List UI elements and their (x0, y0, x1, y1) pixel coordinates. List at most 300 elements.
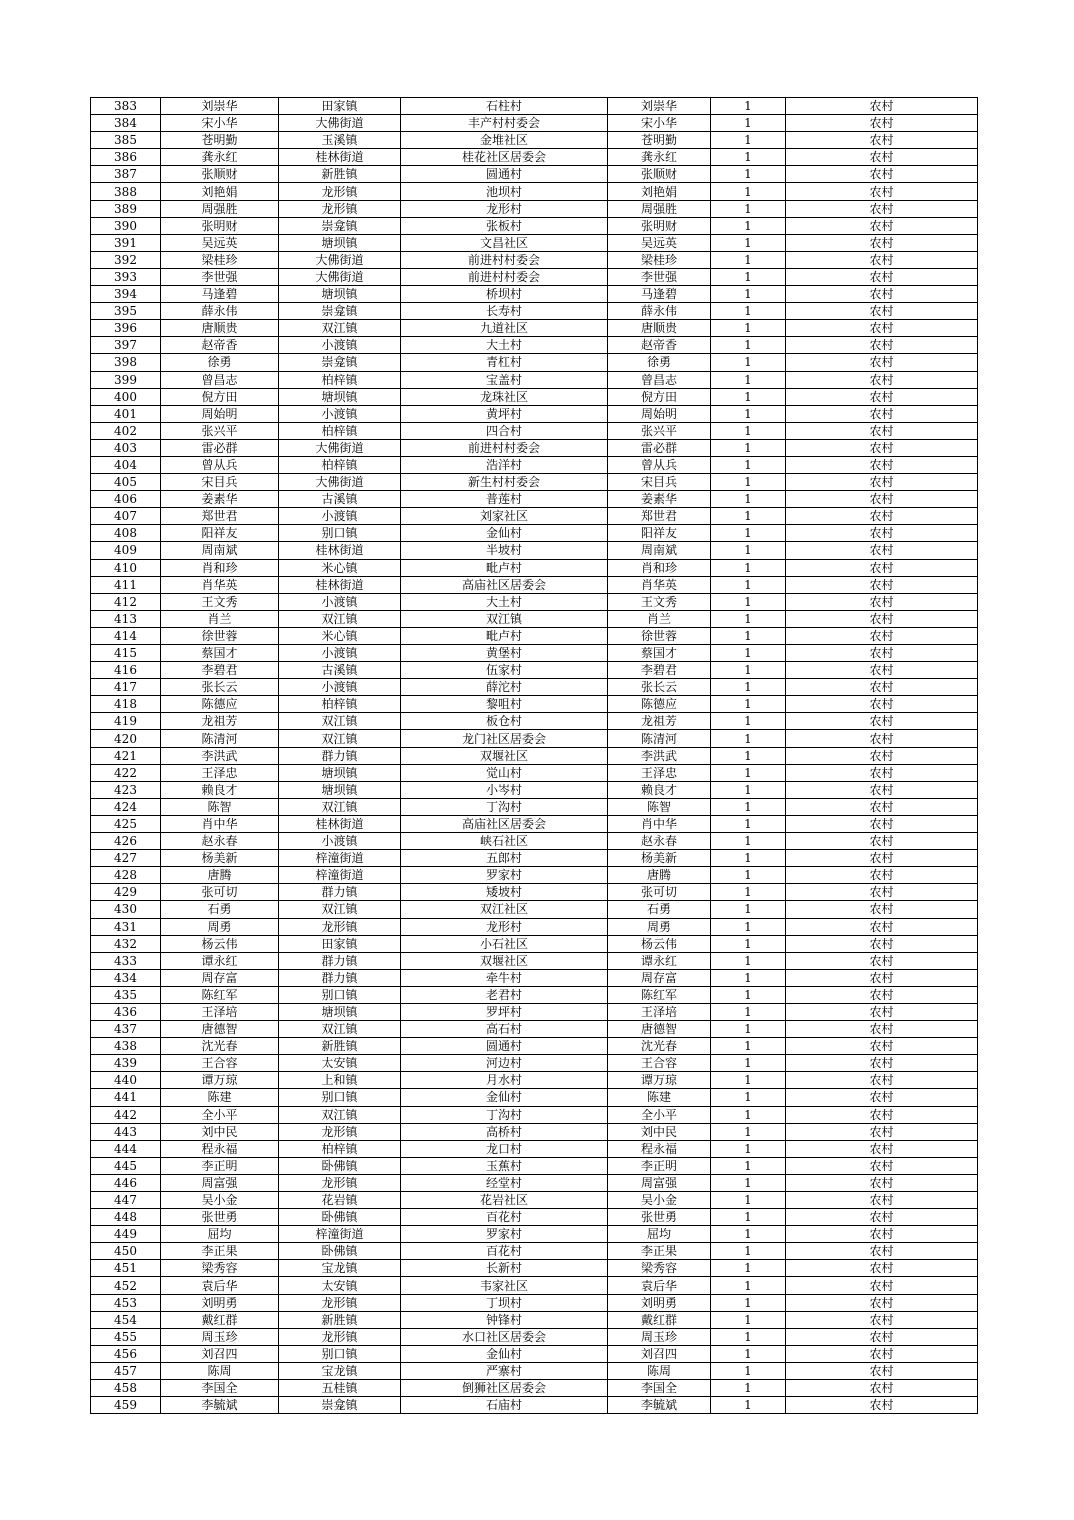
table-row (91, 1362, 978, 1379)
count-cell: 1 (711, 388, 786, 405)
count-cell: 1 (711, 149, 786, 166)
table-row (91, 713, 978, 730)
category-cell: 农村 (786, 1362, 978, 1379)
table-row (91, 696, 978, 713)
table-row (91, 1003, 978, 1020)
row-number-cell: 437 (91, 1021, 161, 1038)
count-cell: 1 (711, 1311, 786, 1328)
village-cell: 伍家村 (401, 662, 608, 679)
village-cell: 毗卢村 (401, 627, 608, 644)
row-number-cell: 427 (91, 850, 161, 867)
table-row (91, 337, 978, 354)
category-cell: 农村 (786, 901, 978, 918)
count-cell: 1 (711, 542, 786, 559)
table-row (91, 508, 978, 525)
row-number-cell: 386 (91, 149, 161, 166)
village-cell: 青杠村 (401, 354, 608, 371)
recipient-cell: 梁桂珍 (608, 251, 711, 268)
row-number-cell: 450 (91, 1243, 161, 1260)
table-row (91, 559, 978, 576)
count-cell: 1 (711, 1089, 786, 1106)
town-cell: 柏梓镇 (279, 371, 401, 388)
name-cell: 张明财 (161, 217, 279, 234)
recipient-cell: 王泽培 (608, 1003, 711, 1020)
name-cell: 陈清河 (161, 730, 279, 747)
table-row (91, 1277, 978, 1294)
row-number-cell: 417 (91, 679, 161, 696)
row-number-cell: 440 (91, 1072, 161, 1089)
town-cell: 崇龛镇 (279, 303, 401, 320)
row-number-cell: 400 (91, 388, 161, 405)
category-cell: 农村 (786, 918, 978, 935)
count-cell: 1 (711, 183, 786, 200)
name-cell: 宋小华 (161, 115, 279, 132)
table-row (91, 217, 978, 234)
row-number-cell: 411 (91, 576, 161, 593)
village-cell: 双江镇 (401, 610, 608, 627)
name-cell: 张可切 (161, 884, 279, 901)
count-cell: 1 (711, 1294, 786, 1311)
count-cell: 1 (711, 1106, 786, 1123)
table-row (91, 867, 978, 884)
recipient-cell: 唐腾 (608, 867, 711, 884)
town-cell: 大佛街道 (279, 115, 401, 132)
count-cell: 1 (711, 884, 786, 901)
town-cell: 古溪镇 (279, 662, 401, 679)
row-number-cell: 433 (91, 952, 161, 969)
row-number-cell: 441 (91, 1089, 161, 1106)
name-cell: 陈周 (161, 1362, 279, 1379)
category-cell: 农村 (786, 1157, 978, 1174)
town-cell: 大佛街道 (279, 474, 401, 491)
village-cell: 百花村 (401, 1243, 608, 1260)
name-cell: 王合容 (161, 1055, 279, 1072)
town-cell: 龙形镇 (279, 200, 401, 217)
category-cell: 农村 (786, 969, 978, 986)
table-row (91, 149, 978, 166)
category-cell: 农村 (786, 559, 978, 576)
count-cell: 1 (711, 1209, 786, 1226)
count-cell: 1 (711, 627, 786, 644)
row-number-cell: 409 (91, 542, 161, 559)
village-cell: 韦家社区 (401, 1277, 608, 1294)
town-cell: 桂林街道 (279, 542, 401, 559)
village-cell: 百花村 (401, 1209, 608, 1226)
count-cell: 1 (711, 1174, 786, 1191)
village-cell: 刘家社区 (401, 508, 608, 525)
town-cell: 双江镇 (279, 320, 401, 337)
table-row (91, 388, 978, 405)
row-number-cell: 395 (91, 303, 161, 320)
name-cell: 王泽忠 (161, 764, 279, 781)
town-cell: 双江镇 (279, 798, 401, 815)
count-cell: 1 (711, 1192, 786, 1209)
recipient-cell: 陈建 (608, 1089, 711, 1106)
recipient-cell: 周始明 (608, 405, 711, 422)
village-cell: 老君村 (401, 986, 608, 1003)
count-cell: 1 (711, 1260, 786, 1277)
table-row (91, 815, 978, 832)
category-cell: 农村 (786, 542, 978, 559)
village-cell: 河边村 (401, 1055, 608, 1072)
town-cell: 双江镇 (279, 610, 401, 627)
town-cell: 米心镇 (279, 627, 401, 644)
village-cell: 桂花社区居委会 (401, 149, 608, 166)
village-cell: 觉山村 (401, 764, 608, 781)
name-cell: 周富强 (161, 1174, 279, 1191)
town-cell: 桂林街道 (279, 576, 401, 593)
table-row (91, 200, 978, 217)
table-row (91, 542, 978, 559)
town-cell: 龙形镇 (279, 1328, 401, 1345)
count-cell: 1 (711, 1123, 786, 1140)
name-cell: 吴小金 (161, 1192, 279, 1209)
recipient-cell: 刘艳娟 (608, 183, 711, 200)
category-cell: 农村 (786, 713, 978, 730)
table-row (91, 662, 978, 679)
town-cell: 田家镇 (279, 935, 401, 952)
category-cell: 农村 (786, 1397, 978, 1414)
category-cell: 农村 (786, 627, 978, 644)
row-number-cell: 394 (91, 286, 161, 303)
table-row (91, 115, 978, 132)
row-number-cell: 416 (91, 662, 161, 679)
town-cell: 群力镇 (279, 884, 401, 901)
recipient-cell: 周存富 (608, 969, 711, 986)
recipient-cell: 周南斌 (608, 542, 711, 559)
recipient-cell: 唐德智 (608, 1021, 711, 1038)
row-number-cell: 408 (91, 525, 161, 542)
count-cell: 1 (711, 337, 786, 354)
name-cell: 李世强 (161, 268, 279, 285)
village-cell: 双堰社区 (401, 747, 608, 764)
name-cell: 周南斌 (161, 542, 279, 559)
town-cell: 崇龛镇 (279, 217, 401, 234)
category-cell: 农村 (786, 337, 978, 354)
count-cell: 1 (711, 525, 786, 542)
village-cell: 龙珠社区 (401, 388, 608, 405)
table-row (91, 1157, 978, 1174)
town-cell: 柏梓镇 (279, 1140, 401, 1157)
count-cell: 1 (711, 1243, 786, 1260)
table-row (91, 918, 978, 935)
recipient-cell: 张顺财 (608, 166, 711, 183)
row-number-cell: 444 (91, 1140, 161, 1157)
category-cell: 农村 (786, 1123, 978, 1140)
recipient-cell: 郑世君 (608, 508, 711, 525)
village-cell: 罗家村 (401, 867, 608, 884)
village-cell: 倒狮社区居委会 (401, 1380, 608, 1397)
count-cell: 1 (711, 781, 786, 798)
row-number-cell: 420 (91, 730, 161, 747)
name-cell: 赵帝香 (161, 337, 279, 354)
category-cell: 农村 (786, 98, 978, 115)
category-cell: 农村 (786, 354, 978, 371)
row-number-cell: 445 (91, 1157, 161, 1174)
village-cell: 金仙村 (401, 1345, 608, 1362)
town-cell: 柏梓镇 (279, 456, 401, 473)
recipient-cell: 赵帝香 (608, 337, 711, 354)
row-number-cell: 425 (91, 815, 161, 832)
recipient-cell: 刘明勇 (608, 1294, 711, 1311)
recipient-cell: 刘中民 (608, 1123, 711, 1140)
town-cell: 梓潼街道 (279, 850, 401, 867)
row-number-cell: 384 (91, 115, 161, 132)
town-cell: 塘坝镇 (279, 781, 401, 798)
name-cell: 石勇 (161, 901, 279, 918)
village-cell: 丰产村村委会 (401, 115, 608, 132)
name-cell: 周玉珍 (161, 1328, 279, 1345)
table-row (91, 491, 978, 508)
table-row (91, 969, 978, 986)
category-cell: 农村 (786, 747, 978, 764)
recipient-cell: 赖良才 (608, 781, 711, 798)
category-cell: 农村 (786, 696, 978, 713)
town-cell: 群力镇 (279, 952, 401, 969)
village-cell: 前进村村委会 (401, 251, 608, 268)
recipient-cell: 李毓斌 (608, 1397, 711, 1414)
category-cell: 农村 (786, 1055, 978, 1072)
village-cell: 小石社区 (401, 935, 608, 952)
village-cell: 小岑村 (401, 781, 608, 798)
table-row (91, 1089, 978, 1106)
recipient-cell: 薛永伟 (608, 303, 711, 320)
table-row (91, 986, 978, 1003)
town-cell: 上和镇 (279, 1072, 401, 1089)
name-cell: 梁桂珍 (161, 251, 279, 268)
table-row (91, 1328, 978, 1345)
table-row (91, 645, 978, 662)
row-number-cell: 401 (91, 405, 161, 422)
recipient-cell: 苍明勤 (608, 132, 711, 149)
village-cell: 黄堡村 (401, 645, 608, 662)
village-cell: 玉蕉村 (401, 1157, 608, 1174)
village-cell: 龙形村 (401, 918, 608, 935)
table-row (91, 627, 978, 644)
town-cell: 别口镇 (279, 1345, 401, 1362)
category-cell: 农村 (786, 815, 978, 832)
town-cell: 塘坝镇 (279, 286, 401, 303)
village-cell: 丁沟村 (401, 1106, 608, 1123)
category-cell: 农村 (786, 884, 978, 901)
town-cell: 别口镇 (279, 525, 401, 542)
recipient-cell: 陈红军 (608, 986, 711, 1003)
category-cell: 农村 (786, 798, 978, 815)
name-cell: 张顺财 (161, 166, 279, 183)
village-cell: 石庙村 (401, 1397, 608, 1414)
recipient-cell: 李国全 (608, 1380, 711, 1397)
recipient-cell: 蔡国才 (608, 645, 711, 662)
category-cell: 农村 (786, 935, 978, 952)
village-cell: 普莲村 (401, 491, 608, 508)
name-cell: 王泽培 (161, 1003, 279, 1020)
row-number-cell: 457 (91, 1362, 161, 1379)
town-cell: 龙形镇 (279, 183, 401, 200)
row-number-cell: 419 (91, 713, 161, 730)
town-cell: 小渡镇 (279, 337, 401, 354)
recipient-cell: 唐顺贵 (608, 320, 711, 337)
category-cell: 农村 (786, 1174, 978, 1191)
town-cell: 太安镇 (279, 1277, 401, 1294)
recipient-cell: 李正明 (608, 1157, 711, 1174)
town-cell: 梓潼街道 (279, 867, 401, 884)
recipient-cell: 王合容 (608, 1055, 711, 1072)
name-cell: 龚永红 (161, 149, 279, 166)
recipient-cell: 吴远英 (608, 234, 711, 251)
town-cell: 大佛街道 (279, 268, 401, 285)
village-cell: 高石村 (401, 1021, 608, 1038)
category-cell: 农村 (786, 388, 978, 405)
recipient-cell: 谭永红 (608, 952, 711, 969)
row-number-cell: 447 (91, 1192, 161, 1209)
town-cell: 大佛街道 (279, 251, 401, 268)
row-number-cell: 446 (91, 1174, 161, 1191)
town-cell: 新胜镇 (279, 1311, 401, 1328)
category-cell: 农村 (786, 234, 978, 251)
category-cell: 农村 (786, 610, 978, 627)
name-cell: 赖良才 (161, 781, 279, 798)
recipient-cell: 李世强 (608, 268, 711, 285)
count-cell: 1 (711, 850, 786, 867)
town-cell: 小渡镇 (279, 405, 401, 422)
village-cell: 牵牛村 (401, 969, 608, 986)
category-cell: 农村 (786, 371, 978, 388)
town-cell: 卧佛镇 (279, 1243, 401, 1260)
town-cell: 双江镇 (279, 713, 401, 730)
count-cell: 1 (711, 1380, 786, 1397)
row-number-cell: 422 (91, 764, 161, 781)
table-row (91, 132, 978, 149)
table-row (91, 303, 978, 320)
village-cell: 五郎村 (401, 850, 608, 867)
recipient-cell: 曾从兵 (608, 456, 711, 473)
town-cell: 龙形镇 (279, 1174, 401, 1191)
table-row (91, 1038, 978, 1055)
town-cell: 古溪镇 (279, 491, 401, 508)
row-number-cell: 388 (91, 183, 161, 200)
name-cell: 宋目兵 (161, 474, 279, 491)
town-cell: 卧佛镇 (279, 1209, 401, 1226)
village-cell: 桥坝村 (401, 286, 608, 303)
recipient-cell: 徐世蓉 (608, 627, 711, 644)
village-cell: 花岩社区 (401, 1192, 608, 1209)
name-cell: 曾昌志 (161, 371, 279, 388)
recipient-cell: 周勇 (608, 918, 711, 935)
recipient-cell: 曾昌志 (608, 371, 711, 388)
row-number-cell: 383 (91, 98, 161, 115)
row-number-cell: 456 (91, 1345, 161, 1362)
table-row (91, 405, 978, 422)
table-row (91, 268, 978, 285)
count-cell: 1 (711, 1157, 786, 1174)
record-table-body (91, 98, 978, 1414)
row-number-cell: 459 (91, 1397, 161, 1414)
row-number-cell: 451 (91, 1260, 161, 1277)
village-cell: 前进村村委会 (401, 268, 608, 285)
table-row (91, 850, 978, 867)
recipient-cell: 吴小金 (608, 1192, 711, 1209)
category-cell: 农村 (786, 1277, 978, 1294)
table-row (91, 1226, 978, 1243)
village-cell: 经堂村 (401, 1174, 608, 1191)
name-cell: 阳祥友 (161, 525, 279, 542)
count-cell: 1 (711, 918, 786, 935)
village-cell: 新生村村委会 (401, 474, 608, 491)
town-cell: 太安镇 (279, 1055, 401, 1072)
count-cell: 1 (711, 166, 786, 183)
village-cell: 圆通村 (401, 1038, 608, 1055)
recipient-cell: 倪方田 (608, 388, 711, 405)
category-cell: 农村 (786, 730, 978, 747)
table-row (91, 422, 978, 439)
category-cell: 农村 (786, 1003, 978, 1020)
category-cell: 农村 (786, 662, 978, 679)
town-cell: 双江镇 (279, 901, 401, 918)
table-row (91, 1174, 978, 1191)
name-cell: 全小平 (161, 1106, 279, 1123)
town-cell: 桂林街道 (279, 815, 401, 832)
name-cell: 龙祖芳 (161, 713, 279, 730)
town-cell: 新胜镇 (279, 166, 401, 183)
name-cell: 徐世蓉 (161, 627, 279, 644)
name-cell: 张世勇 (161, 1209, 279, 1226)
category-cell: 农村 (786, 286, 978, 303)
town-cell: 塘坝镇 (279, 234, 401, 251)
count-cell: 1 (711, 115, 786, 132)
category-cell: 农村 (786, 183, 978, 200)
category-cell: 农村 (786, 1106, 978, 1123)
name-cell: 曾从兵 (161, 456, 279, 473)
count-cell: 1 (711, 98, 786, 115)
village-cell: 双江社区 (401, 901, 608, 918)
count-cell: 1 (711, 730, 786, 747)
name-cell: 梁秀容 (161, 1260, 279, 1277)
name-cell: 吴远英 (161, 234, 279, 251)
table-row (91, 439, 978, 456)
name-cell: 陈德应 (161, 696, 279, 713)
count-cell: 1 (711, 679, 786, 696)
category-cell: 农村 (786, 1380, 978, 1397)
table-row (91, 679, 978, 696)
table-row (91, 1055, 978, 1072)
name-cell: 雷必群 (161, 439, 279, 456)
name-cell: 周勇 (161, 918, 279, 935)
village-cell: 金仙村 (401, 1089, 608, 1106)
recipient-cell: 李正果 (608, 1243, 711, 1260)
row-number-cell: 397 (91, 337, 161, 354)
recipient-cell: 戴红群 (608, 1311, 711, 1328)
count-cell: 1 (711, 1055, 786, 1072)
name-cell: 薛永伟 (161, 303, 279, 320)
town-cell: 米心镇 (279, 559, 401, 576)
name-cell: 唐腾 (161, 867, 279, 884)
category-cell: 农村 (786, 405, 978, 422)
name-cell: 周强胜 (161, 200, 279, 217)
count-cell: 1 (711, 935, 786, 952)
village-cell: 龙门社区居委会 (401, 730, 608, 747)
count-cell: 1 (711, 474, 786, 491)
recipient-cell: 陈周 (608, 1362, 711, 1379)
count-cell: 1 (711, 268, 786, 285)
name-cell: 李正明 (161, 1157, 279, 1174)
recipient-cell: 陈清河 (608, 730, 711, 747)
count-cell: 1 (711, 1072, 786, 1089)
category-cell: 农村 (786, 850, 978, 867)
row-number-cell: 405 (91, 474, 161, 491)
table-row (91, 833, 978, 850)
name-cell: 戴红群 (161, 1311, 279, 1328)
row-number-cell: 454 (91, 1311, 161, 1328)
